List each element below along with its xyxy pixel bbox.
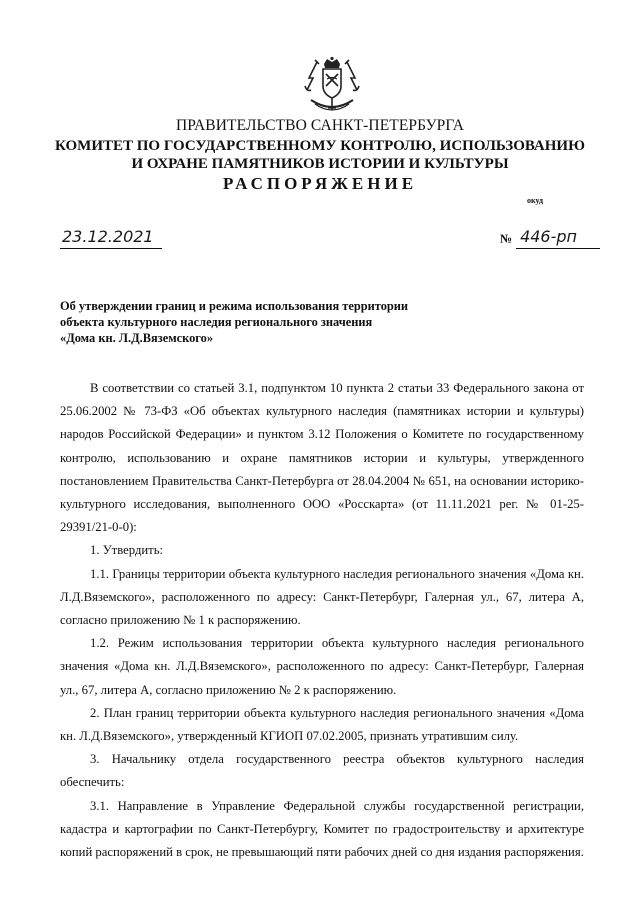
paragraph-1-2: 1.2. Режим использования территории объекта культурного наследия регионального значения «Дома кн. Л.Д.Вяземского», расположенного по адресу: Санкт-Петербург, Галерная ул., 67, литера А, согласно приложению № 2 к распоряжению. <box>60 636 584 697</box>
document-type: РАСПОРЯЖЕНИЕ <box>222 174 418 193</box>
document-number-block <box>500 226 600 248</box>
paragraph-1-1: 1.1. Границы территории объекта культурного наследия регионального значения «Дома кн. Л.Д.Вяземского», расположенного по адресу: Санкт-Петербург, Галерная ул., 67, литера А, согласно приложению № 1 к распоряжению. <box>60 566 584 628</box>
subject-line2: объекта культурного наследия регионального значения <box>60 315 373 329</box>
paragraph-3-1: 3.1. Направление в Управление Федеральной службы государственной регистрации, кадастра и картографии по Санкт-Петербургу, Комитет по градостроительству и архитектуре копий распоряжений в срок, не превышающий пяти рабочих дней со дня издания распоряжения. <box>60 798 584 860</box>
document-number: 446-рп <box>516 226 600 249</box>
document-subject <box>60 298 480 346</box>
government-name: ПРАВИТЕЛЬСТВО САНКТ-ПЕТЕРБУРГА <box>175 117 465 134</box>
number-sign: № <box>500 231 513 246</box>
paragraph-preamble: В соответствии со статьей 3.1, подпунктом 10 пункта 2 статьи 33 Федерального закона от 25.06.2002 № 73-ФЗ «Об объектах культурного наследия (памятниках истории и культуры) народов Российской Федерации» и пунктом 3.12 Положения о Комитете по государственному контролю, использованию и охране памятников истории и культуры, утвержденного постановлением Правительства Санкт-Петербурга от 28.04.2004 № 651, на основании историко-культурного исследования, выполненного ООО «Росскарта» (от 11.11.2021 рег. № 01-25-29391/21-0-0): <box>60 381 584 535</box>
committee-name-line1: КОМИТЕТ ПО ГОСУДАРСТВЕННОМУ КОНТРОЛЮ, ИСПОЛЬЗОВАНИЮ <box>55 138 585 154</box>
subject-line3: «Дома кн. Л.Д.Вяземского» <box>60 331 214 345</box>
committee-name-line2: И ОХРАНЕ ПАМЯТНИКОВ ИСТОРИИ И КУЛЬТУРЫ <box>131 156 509 172</box>
coat-of-arms-icon <box>301 56 363 116</box>
committee-name <box>20 137 620 173</box>
document-date: 23.12.2021 <box>60 226 162 249</box>
paragraph-1: 1. Утвердить: <box>90 543 164 558</box>
paragraph-2: 2. План границ территории объекта культурного наследия регионального значения «Дома кн. Л.Д.Вяземского», утвержденный КГИОП 07.02.2005, признать утратившим силу. <box>60 705 584 744</box>
paragraph-3: 3. Начальнику отдела государственного реестра объектов культурного наследия обеспечить: <box>60 752 584 790</box>
okud-label: окуд <box>527 196 544 205</box>
document-body <box>60 377 584 864</box>
subject-line1: Об утверждении границ и режима использования территории <box>60 299 409 313</box>
